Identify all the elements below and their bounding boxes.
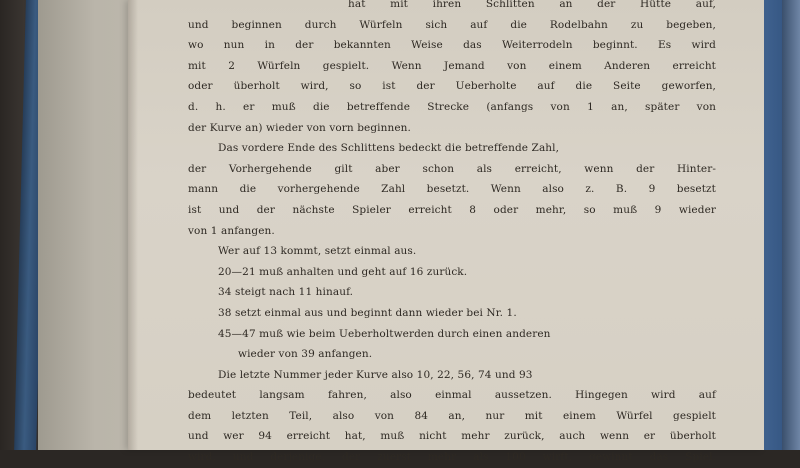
text-line: mann die vorhergehende Zahl besetzt. Wenn also z. B. 9 besetzt	[188, 183, 716, 196]
text-line: und beginnen durch Würfeln sich auf die Rodelbahn zu begeben,	[188, 18, 716, 31]
text-line: wird, und derjenige, der zuerst mehr als 100 wirft, gewinnt das Spiel.	[188, 451, 716, 464]
sheet-edge-shadow	[128, 0, 138, 450]
paragraph-3	[188, 365, 716, 468]
paragraph-2	[188, 138, 716, 241]
text-line: wo nun in der bekannten Weise das Weiterrodeln beginnt. Es wird	[188, 39, 716, 52]
text-line: Das vordere Ende des Schlittens bedeckt die betreffende Zahl,	[218, 142, 560, 155]
rule-item: Wer auf 13 kommt, setzt einmal aus.	[218, 245, 417, 258]
text-line: dem letzten Teil, also von 84 an, nur mit einem Würfel gespielt	[188, 409, 716, 422]
rule-item: 34 steigt nach 11 hinauf.	[218, 286, 354, 299]
text-line: der Kurve an) wieder von vorn beginnen.	[188, 121, 411, 134]
text-line: hat mit ihren Schlitten an der Hütte auf,	[348, 0, 716, 10]
text-line: ist und der nächste Spieler erreicht 8 oder mehr, so muß 9 wieder	[188, 203, 716, 216]
rule-item-continuation: wieder von 39 anfangen.	[238, 348, 373, 361]
text-line: bedeutet langsam fahren, also einmal aussetzen. Hingegen wird auf	[188, 389, 716, 402]
text-line: von 1 anfangen.	[188, 224, 275, 237]
text-line: mit 2 Würfeln gespielt. Wenn Jemand von einem Anderen erreicht	[188, 59, 716, 72]
rules-text	[188, 0, 716, 468]
text-line: oder überholt wird, so ist der Ueberholte auf die Seite geworfen,	[188, 80, 716, 93]
rule-item: 20—21 muß anhalten und geht auf 16 zurück.	[218, 265, 468, 278]
rule-item: 38 setzt einmal aus und beginnt dann wieder bei Nr. 1.	[218, 306, 517, 319]
text-line: der Vorhergehende gilt aber schon als erreicht, wenn der Hinter-	[188, 162, 716, 175]
rule-item: 45—47 muß wie beim Ueberholtwerden durch einen anderen	[218, 327, 551, 340]
text-line: d. h. er muß die betreffende Strecke (anfangs von 1 an, später von	[188, 100, 716, 113]
paragraph-1	[188, 0, 716, 138]
rules-list	[188, 241, 716, 365]
text-line: und wer 94 erreicht hat, muß nicht mehr zurück, auch wenn er überholt	[188, 430, 716, 443]
text-line: Die letzte Nummer jeder Kurve also 10, 22, 56, 74 und 93	[218, 368, 533, 381]
